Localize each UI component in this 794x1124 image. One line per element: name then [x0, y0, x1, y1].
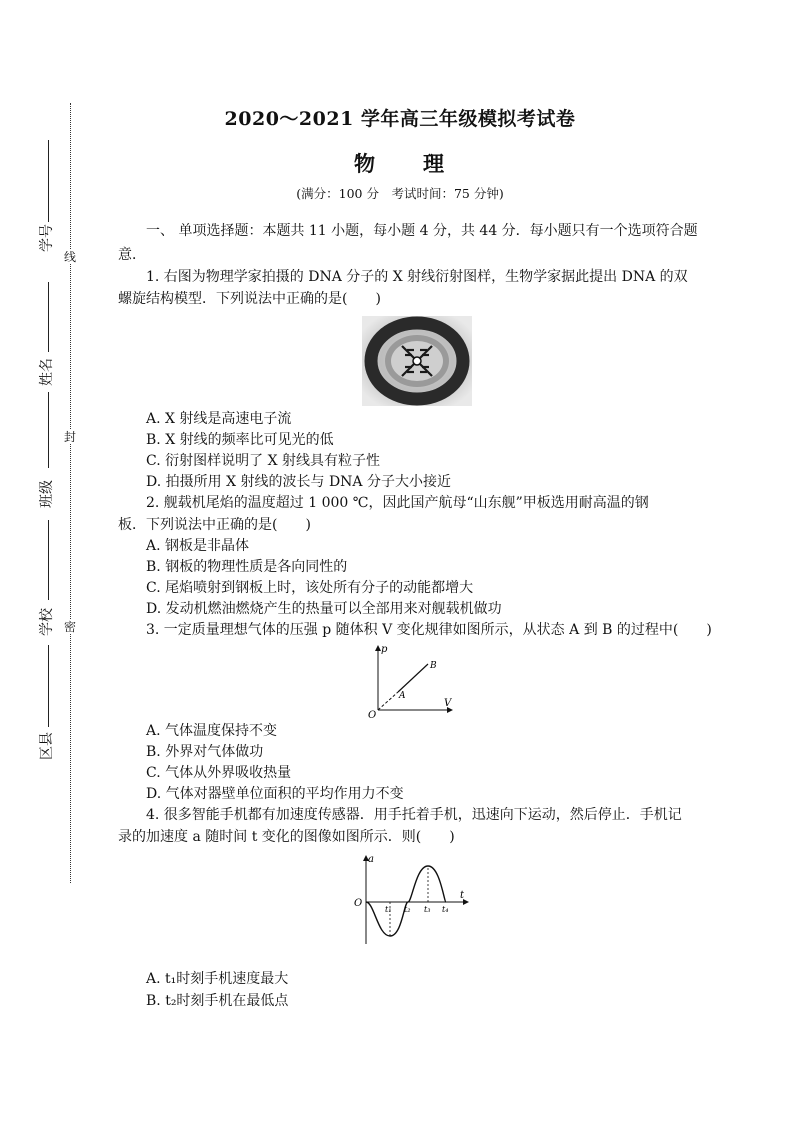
question-2-option-a: A. 钢板是非晶体: [146, 538, 250, 554]
pv-graph: [366, 640, 456, 720]
question-3-stem: 3. 一定质量理想气体的压强 p 随体积 V 变化规律如图所示，从状态 A 到 B 的过程中( ): [146, 622, 712, 638]
binding-margin: [0, 0, 100, 1124]
question-3-option-b: B. 外界对气体做功: [146, 744, 264, 760]
question-3-option-d: D. 气体对器壁单位面积的平均作用力不变: [146, 786, 404, 802]
at-graph-tick-t2: t₂: [404, 905, 411, 914]
school-label: 学校: [39, 608, 55, 636]
question-3-option-a: A. 气体温度保持不变: [146, 723, 278, 739]
question-1-option-b: B. X 射线的频率比可见光的低: [146, 432, 334, 448]
question-4-stem-cont: 录的加速度 a 随时间 t 变化的图像如图所示．则( ): [118, 829, 455, 845]
at-graph-tick-t1: t₁: [385, 905, 392, 914]
question-1-option-a: A. X 射线是高速电子流: [146, 411, 292, 427]
question-1-option-d: D. 拍摄所用 X 射线的波长与 DNA 分子大小接近: [146, 474, 451, 490]
at-graph-y-label: a: [368, 854, 374, 865]
seal-char-xian: 线: [60, 250, 80, 264]
pv-graph-point-b: B: [430, 661, 437, 671]
question-4-option-b: B. t₂时刻手机在最低点: [146, 993, 289, 1009]
student-id-label: 学号: [39, 224, 55, 252]
class-rule: [48, 392, 49, 468]
name-rule: [48, 282, 49, 352]
at-graph-tick-t4: t₄: [442, 905, 449, 914]
exam-title: 2020～2021 学年高三年级模拟考试卷: [224, 108, 576, 130]
exam-info: (满分：100 分 考试时间：75 分钟): [296, 186, 504, 201]
question-2-stem: 2. 舰载机尾焰的温度超过 1 000 ℃，因此国产航母“山东舰”甲板选用耐高温的钢: [146, 495, 649, 511]
seal-char-feng: 封: [60, 430, 80, 444]
student-id-rule: [48, 140, 49, 222]
district-label: 区县: [39, 732, 55, 760]
name-label: 姓名: [39, 358, 55, 386]
question-2-option-d: D. 发动机燃油燃烧产生的热量可以全部用来对舰载机做功: [146, 601, 502, 617]
school-rule: [48, 520, 49, 600]
subject-title: 物 理: [354, 151, 446, 176]
question-1-stem-cont: 螺旋结构模型．下列说法中正确的是( ): [118, 291, 381, 307]
at-graph-x-label: t: [460, 890, 465, 901]
acceleration-time-graph: [352, 852, 474, 948]
question-2-stem-cont: 板．下列说法中正确的是( ): [118, 517, 311, 533]
question-2-option-c: C. 尾焰喷射到钢板上时，该处所有分子的动能都增大: [146, 580, 474, 596]
at-graph-origin: O: [354, 898, 363, 909]
section-heading: 一、 单项选择题：本题共 11 小题，每小题 4 分，共 44 分．每小题只有一个选项符合题: [146, 223, 698, 239]
seal-char-mi: 密: [60, 620, 80, 634]
pv-graph-origin: O: [368, 710, 377, 720]
district-rule: [48, 645, 49, 727]
question-1-option-c: C. 衍射图样说明了 X 射线具有粒子性: [146, 453, 380, 469]
question-1-stem: 1. 右图为物理学家拍摄的 DNA 分子的 X 射线衍射图样，生物学家据此提出 DNA 的双: [146, 269, 688, 285]
question-4-option-a: A. t₁时刻手机速度最大: [146, 971, 289, 987]
dna-xray-diffraction-image: [362, 316, 472, 406]
at-graph-tick-t3: t₃: [424, 905, 431, 914]
class-label: 班级: [39, 480, 55, 508]
question-3-option-c: C. 气体从外界吸收热量: [146, 765, 292, 781]
question-2-option-b: B. 钢板的物理性质是各向同性的: [146, 559, 348, 575]
pv-graph-point-a: A: [399, 691, 406, 701]
pv-graph-x-label: V: [444, 698, 452, 709]
question-4-stem: 4. 很多智能手机都有加速度传感器．用手托着手机，迅速向下运动，然后停止．手机记: [146, 807, 682, 823]
seal-dotted-line: [70, 103, 71, 883]
pv-graph-y-label: p: [381, 644, 388, 655]
section-heading-cont: 意．: [118, 247, 146, 263]
